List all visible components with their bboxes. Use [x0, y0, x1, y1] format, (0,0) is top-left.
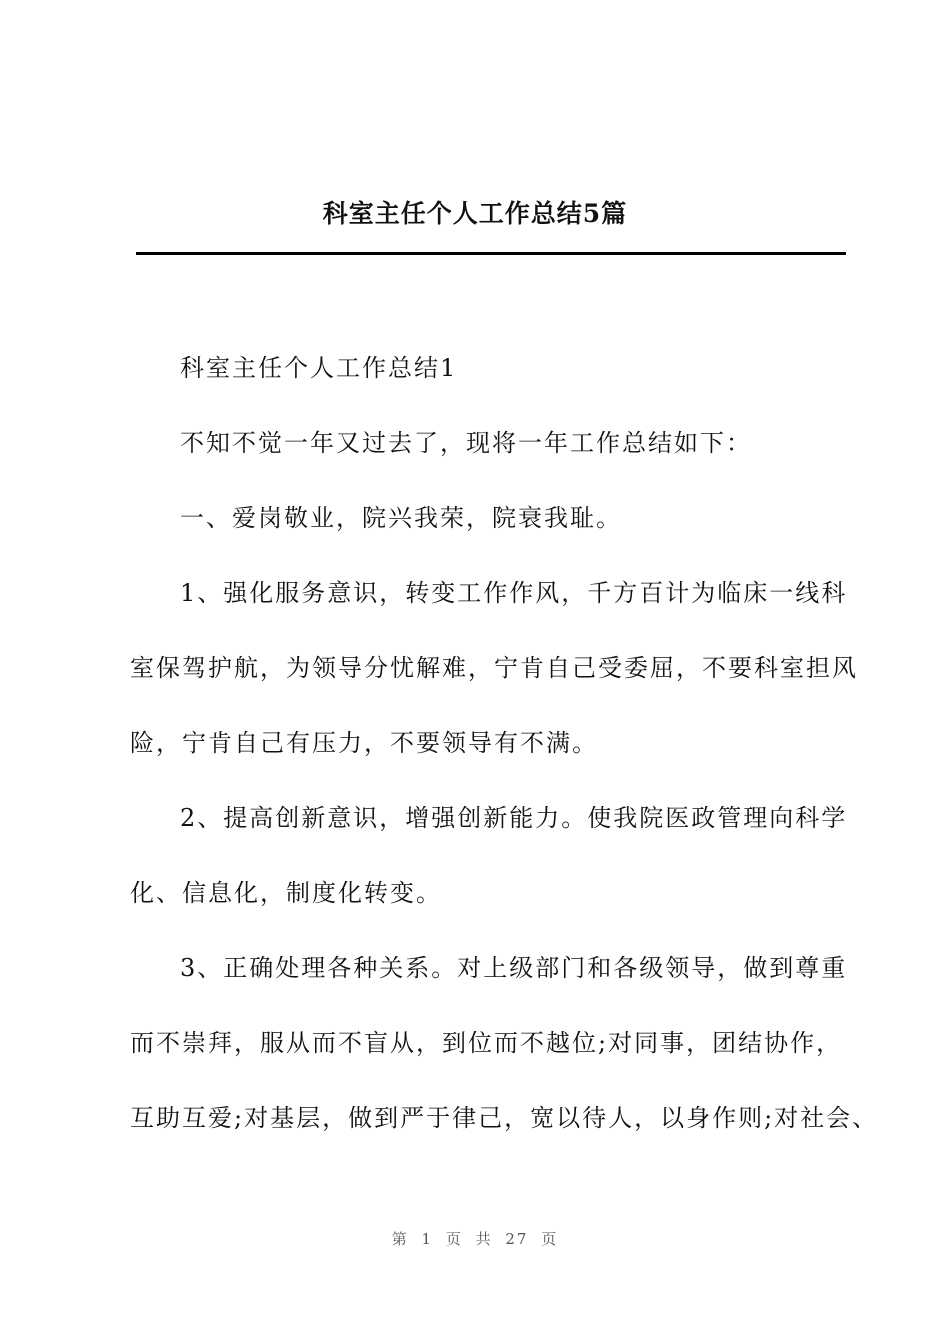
page-footer: 第 1 页 共 27 页: [391, 1230, 559, 1248]
paragraph-line: 险，宁肯自己有压力，不要领导有不满。: [130, 729, 598, 757]
paragraph-line: 不知不觉一年又过去了，现将一年工作总结如下：: [180, 429, 752, 457]
title-underline: [136, 252, 846, 255]
paragraph-line: 化、信息化，制度化转变。: [130, 879, 442, 907]
paragraph-line: 互助互爱;对基层，做到严于律己，宽以待人，以身作则;对社会、: [130, 1104, 879, 1132]
paragraph-line: 2、提高创新意识，增强创新能力。使我院医政管理向科学: [180, 804, 848, 832]
document-title: 科室主任个人工作总结5篇: [322, 199, 628, 228]
paragraph-line: 而不崇拜，服从而不盲从，到位而不越位;对同事，团结协作，: [130, 1029, 843, 1057]
paragraph-line: 室保驾护航，为领导分忧解难，宁肯自己受委屈，不要科室担风: [130, 654, 858, 682]
paragraph-line: 一、爱岗敬业，院兴我荣，院衰我耻。: [180, 504, 622, 532]
paragraph-line: 3、正确处理各种关系。对上级部门和各级领导，做到尊重: [180, 954, 848, 982]
paragraph-line: 1、强化服务意识，转变工作作风，千方百计为临床一线科: [180, 579, 848, 607]
section-heading: 科室主任个人工作总结1: [180, 354, 458, 382]
